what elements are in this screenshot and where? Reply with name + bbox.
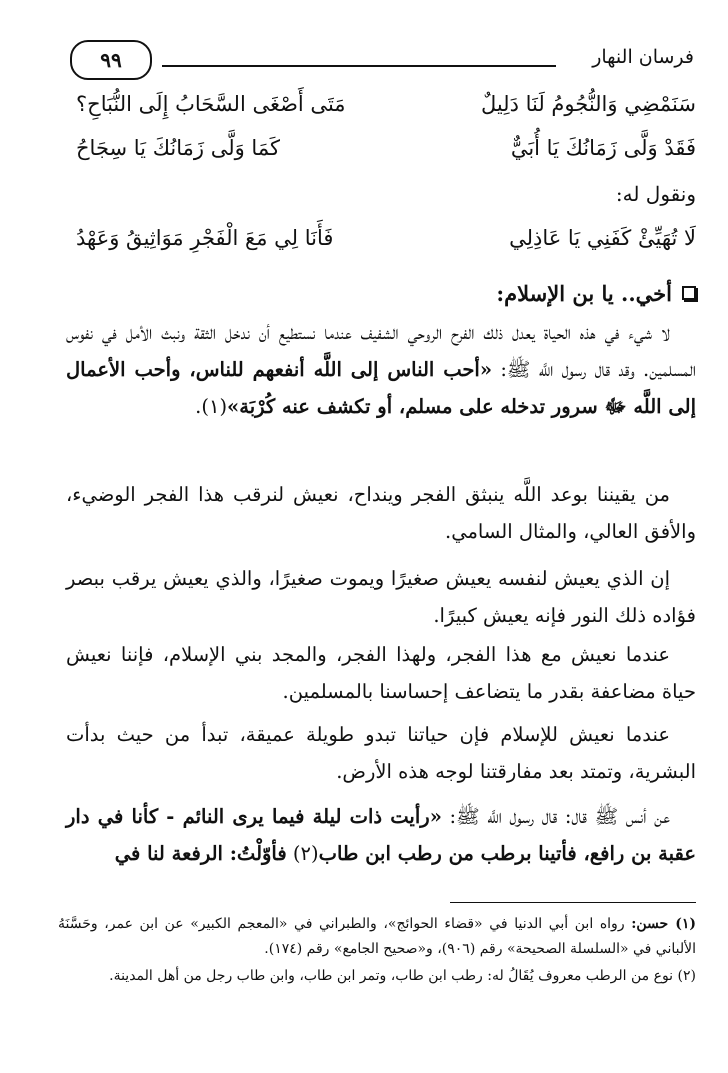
paragraph-1-text: لا شيء في هذه الحياة يعدل ذلك الفرح الروحي الشفيف عندما نستطيع أن ندخل الثقة ونبث الأمل في نفوس المسلمين. وقد قال رسول اللَّه ﷺ: xyxy=(66,321,696,381)
footnote-ref-2: (٢) xyxy=(286,842,319,865)
poem-verse-3 xyxy=(76,226,696,266)
poem-verse-2 xyxy=(76,136,696,176)
paragraph-2 xyxy=(66,476,696,550)
page-header xyxy=(70,34,694,80)
verse-1-first-hemistich: سَنَمْضِي وَالنُّجُومُ لَنَا دَلِيلٌ xyxy=(480,92,696,116)
section-heading xyxy=(496,276,696,310)
paragraph-6 xyxy=(66,798,696,872)
hadith-quote-1: «أحب الناس إلى اللَّه أنفعهم للناس، وأحب الأعمال إلى اللَّه ﷻ سرور تدخله على مسلم، أو تكشف عنه كُرْبَة» xyxy=(66,358,696,418)
footnote-2: (٢) نوع من الرطب معروف يُقَالُ له: رطب ابن طاب، وتمر ابن طاب، وابن طاب رجل من أهل المدينة. xyxy=(109,968,696,984)
footnote-separator xyxy=(450,902,696,903)
hadith-quote-2: «رأيت ذات ليلة فيما يرى النائم - كأنا في دار عقبة بن رافع، فأتينا برطب من رطب ابن طاب xyxy=(66,805,696,865)
paragraph-5 xyxy=(66,716,696,790)
footnotes xyxy=(58,912,696,991)
page-number-badge: ٩٩ xyxy=(70,40,152,80)
paragraph-4 xyxy=(66,636,696,710)
paragraph-6-text: عن أنس ﷺ قال: قال رسول اللَّه ﷺ: xyxy=(441,805,670,828)
verse-2-first-hemistich: فَقَدْ وَلَّى زَمَانُكَ يَا أُبَيٌّ xyxy=(510,136,696,160)
paragraph-4-text: عندما نعيش مع هذا الفجر، ولهذا الفجر، والمجد بني الإسلام، فإننا نعيش حياة مضاعفة بقدر ما يتضاعف إحساسنا بالمسلمين. xyxy=(66,643,696,703)
paragraph-3-text: إن الذي يعيش لنفسه يعيش صغيرًا ويموت صغيرًا، والذي يعيش يرقب ببصر فؤاده ذلك النور فإنه يعيش كبيرًا. xyxy=(66,567,696,627)
paragraph-5-text: عندما نعيش للإسلام فإن حياتنا تبدو طويلة عميقة، تبدأ من حيث بدأت البشرية، وتمتد بعد مفارقتنا لوجه هذه الأرض. xyxy=(66,723,696,783)
verse-3-second-hemistich: فَأَنَا لِي مَعَ الْفَجْرِ مَوَاثِيقُ وَعَهْدُ xyxy=(76,226,334,250)
paragraph-2-text: من يقيننا بوعد اللَّه ينبثق الفجر وينداح، نعيش لنرقب هذا الفجر الوضيء، والأفق العالي، والمثال السامي. xyxy=(66,483,696,543)
poem-verse-1 xyxy=(76,92,696,132)
hadith-quote-2-continued: فأوّلْتُ: الرفعة لنا في xyxy=(114,842,287,865)
book-title: فرسان النهار xyxy=(592,46,694,68)
verse-2-second-hemistich: كَمَا وَلَّى زَمَانُكَ يَا سِجَاحُ xyxy=(76,136,280,160)
footnote-ref-1: (١). xyxy=(195,395,228,418)
square-bullet-icon xyxy=(682,286,696,300)
paragraph-1 xyxy=(66,314,696,425)
verse-3-first-hemistich: لَا تُهَيِّئْ كَفَنِي يَا عَاذِلِي xyxy=(509,226,696,250)
verse-1-second-hemistich: مَتَى أَصْغَى السَّحَابُ إِلَى النُّبَاحِ؟ xyxy=(76,92,346,116)
section-heading-text: أخي.. يا بن الإسلام: xyxy=(496,280,672,306)
poem-intro-line: ونقول له: xyxy=(615,182,696,206)
paragraph-3 xyxy=(66,560,696,634)
footnote-1-text: رواه ابن أبي الدنيا في «قضاء الحوائج»، والطبراني في «المعجم الكبير» عن ابن عمر، وحَسَّنَهُ الألباني في «السلسلة الصحيحة» رقم (٩٠٦)، و«صحيح الجامع» رقم (١٧٤). xyxy=(58,916,696,957)
header-rule xyxy=(162,65,556,67)
footnote-1-label: (١) حسن: xyxy=(631,916,696,932)
footnote-1 xyxy=(58,912,696,962)
